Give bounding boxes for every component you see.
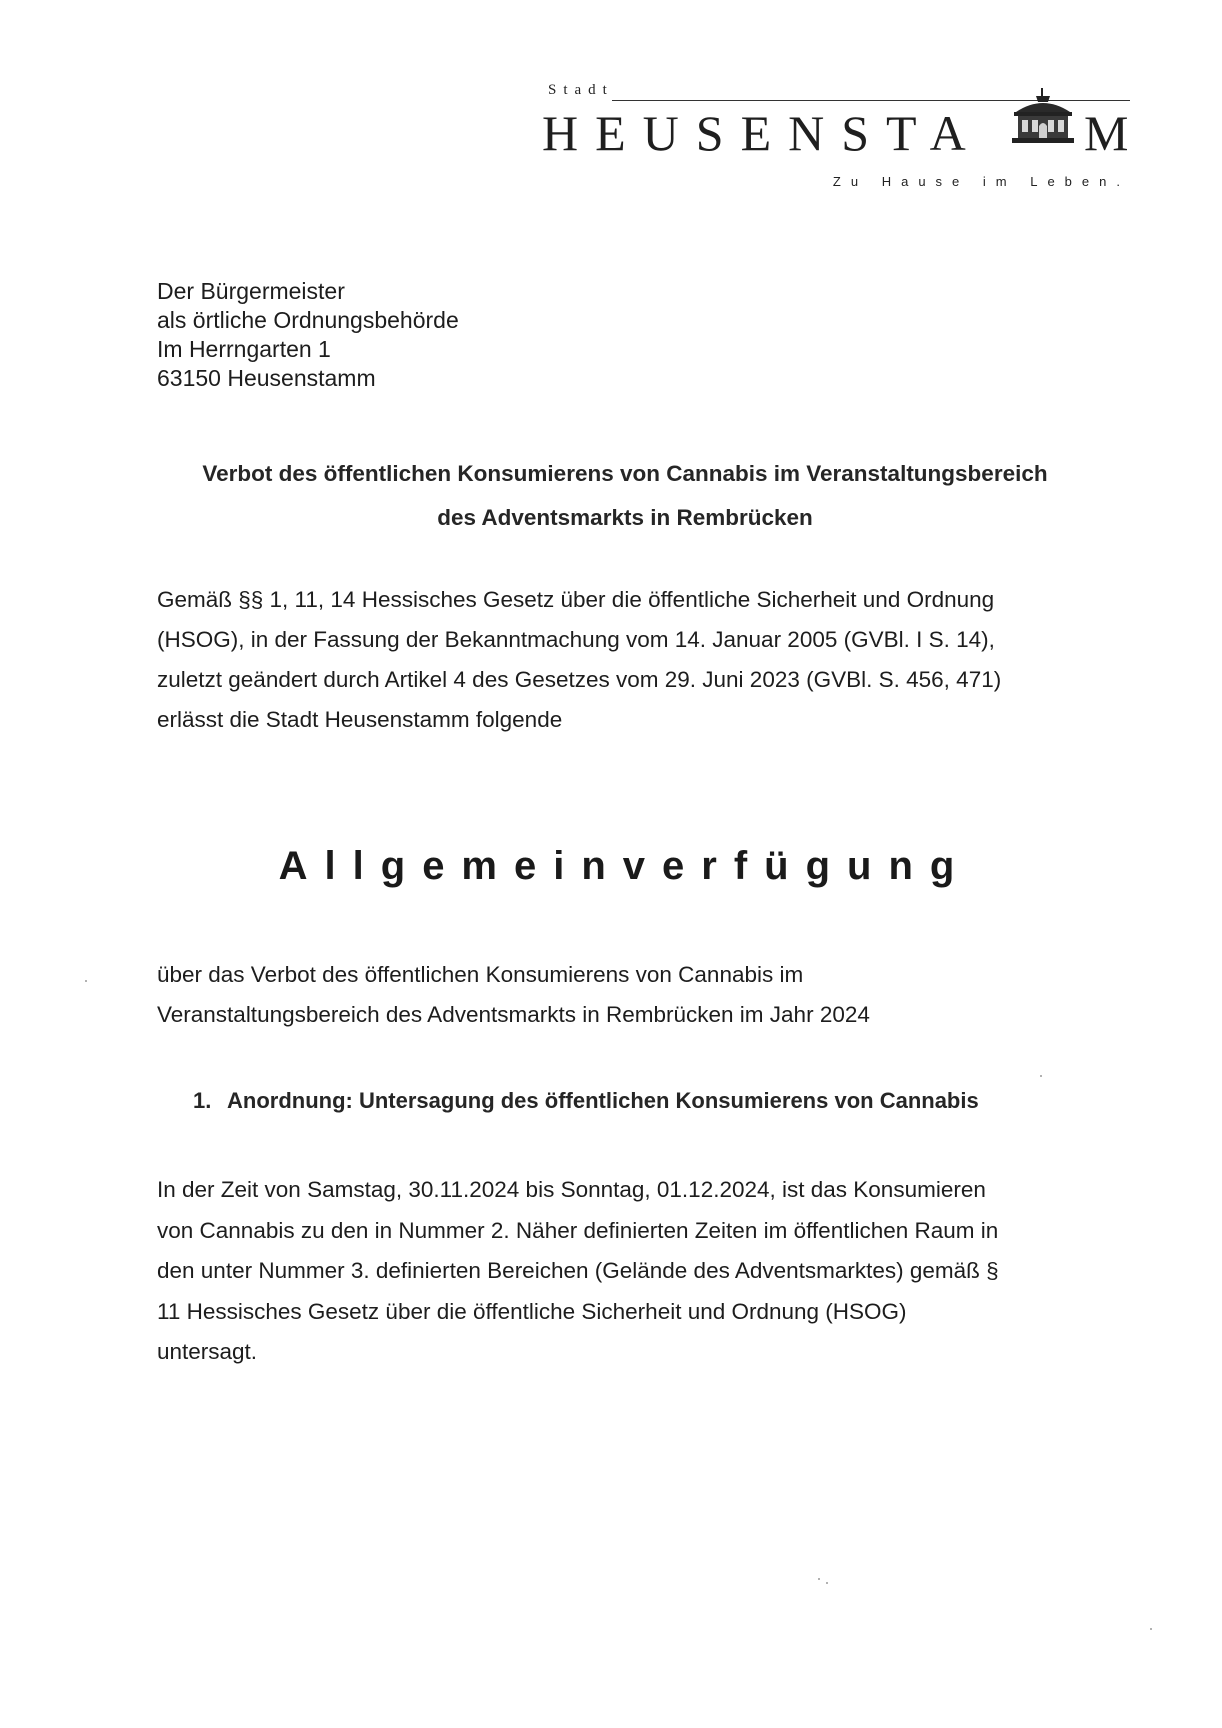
paragraph-line: 11 Hessisches Gesetz über die öffentliche Sicherheit und Ordnung (HSOG): [157, 1298, 907, 1324]
section-number: 1.: [193, 1088, 212, 1113]
paragraph-line: von Cannabis zu den in Nummer 2. Näher definierten Zeiten im öffentlichen Raum in: [157, 1217, 999, 1243]
castle-icon: [1010, 88, 1076, 146]
subject-heading: [150, 452, 1100, 540]
address-line: Der Bürgermeister: [157, 278, 345, 304]
sender-address: [157, 277, 459, 393]
address-line: Im Herrngarten 1: [157, 336, 331, 362]
scan-speck: [1150, 1628, 1152, 1630]
subject-line: Verbot des öffentlichen Konsumierens von Cannabis im Veranstaltungsbereich: [202, 461, 1048, 486]
paragraph-line: Gemäß §§ 1, 11, 14 Hessisches Gesetz über die öffentliche Sicherheit und Ordnung: [157, 587, 995, 612]
address-line: als örtliche Ordnungsbehörde: [157, 307, 459, 333]
document-title: Allgemeinverfügung: [278, 844, 972, 888]
paragraph-line: den unter Nummer 3. definierten Bereichen (Gelände des Adventsmarktes) gemäß §: [157, 1258, 999, 1283]
scan-speck: [85, 980, 87, 982]
logo-name-end: M: [1084, 105, 1129, 161]
paragraph-line: untersagt.: [157, 1339, 258, 1364]
address-line: 63150 Heusenstamm: [157, 365, 376, 391]
scan-speck: [1040, 1075, 1042, 1077]
paragraph-line: In der Zeit von Samstag, 30.11.2024 bis Sonntag, 01.12.2024, ist das Konsumieren: [157, 1177, 986, 1202]
scan-speck: [818, 1578, 820, 1580]
section-heading: [193, 1088, 979, 1114]
logo-name: HEUSENSTA: [542, 105, 983, 161]
paragraph-line: erlässt die Stadt Heusenstamm folgende: [157, 707, 563, 732]
body-paragraph: [157, 1170, 999, 1373]
city-logo: [540, 78, 1130, 198]
scan-speck: [826, 1582, 828, 1584]
paragraph-line: (HSOG), in der Fassung der Bekanntmachung vom 14. Januar 2005 (GVBl. I S. 14),: [157, 627, 995, 652]
subject-line: des Adventsmarkts in Rembrücken: [437, 505, 813, 530]
paragraph-line: zuletzt geändert durch Artikel 4 des Gesetzes vom 29. Juni 2023 (GVBl. S. 456, 471): [157, 667, 1002, 692]
paragraph-line: über das Verbot des öffentlichen Konsumierens von Cannabis im: [157, 962, 804, 987]
logo-tagline: Zu Hause im Leben.: [832, 174, 1130, 189]
section-title: Anordnung: Untersagung des öffentlichen Konsumierens von Cannabis: [227, 1088, 979, 1113]
logo-prefix: Stadt: [548, 82, 614, 98]
legal-basis-paragraph: [157, 580, 1001, 740]
intro-paragraph: [157, 955, 870, 1035]
paragraph-line: Veranstaltungsbereich des Adventsmarkts in Rembrücken im Jahr 2024: [157, 1002, 870, 1027]
